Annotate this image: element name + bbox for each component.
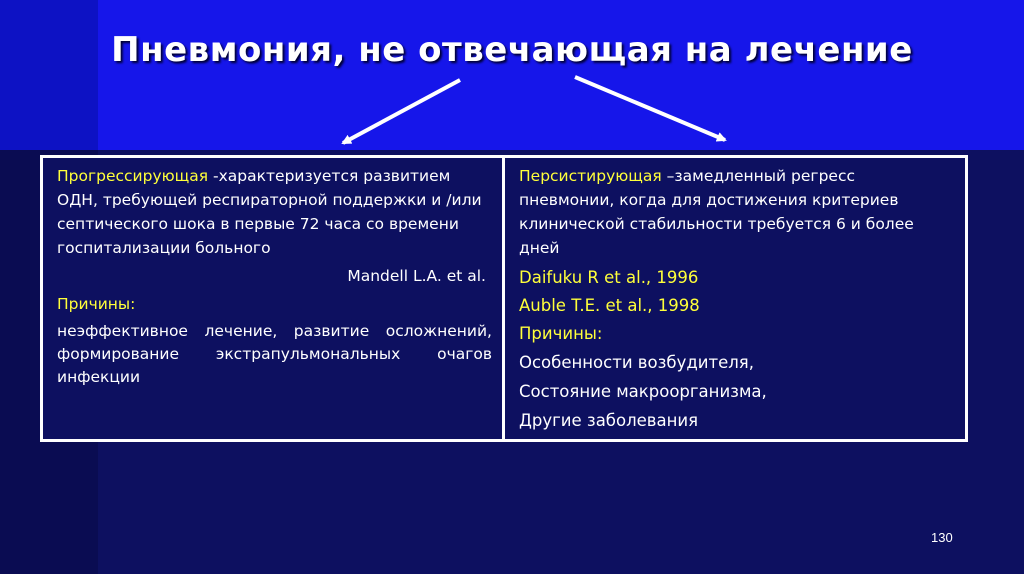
causes-heading-left: Причины:: [57, 295, 136, 313]
column-persistent: [505, 158, 965, 439]
reference-daifuku: Daifuku R et al., 1996: [519, 268, 699, 287]
comparison-table: [40, 155, 968, 442]
progressive-description: [57, 164, 492, 260]
persistent-definition: –замедленный регресс пневмонии, когда для достижения критериев клинической стабильности требуется 6 и более дней: [519, 167, 914, 257]
causes-text-left: неэффективное лечение, развитие осложнений, формирование экстрапульмональных очагов инфекции: [57, 322, 492, 386]
cause-item: Другие заболевания: [519, 411, 699, 430]
cause-item: Особенности возбудителя,: [519, 353, 754, 372]
arrow-left: [343, 80, 460, 143]
column-progressive: [43, 158, 505, 439]
reference-auble: Auble T.E. et al., 1998: [519, 296, 700, 315]
reference-mandell: Mandell L.A. et al.: [347, 267, 486, 285]
term-progressive: Прогрессирующая: [57, 167, 209, 185]
cause-item: Состояние макроорганизма,: [519, 382, 767, 401]
arrow-right: [575, 77, 725, 140]
page-number: 130: [931, 530, 953, 545]
slide-title: Пневмония, не отвечающая на лечение: [111, 30, 913, 70]
progressive-definition: -характеризуется развитием ОДН, требующей респираторной поддержки и /или септического шока в первые 72 часа со времени госпитализации больного: [57, 167, 482, 257]
term-persistent: Персистирующая: [519, 167, 662, 185]
causes-heading-right: Причины:: [519, 324, 603, 343]
persistent-description: [519, 164, 955, 260]
